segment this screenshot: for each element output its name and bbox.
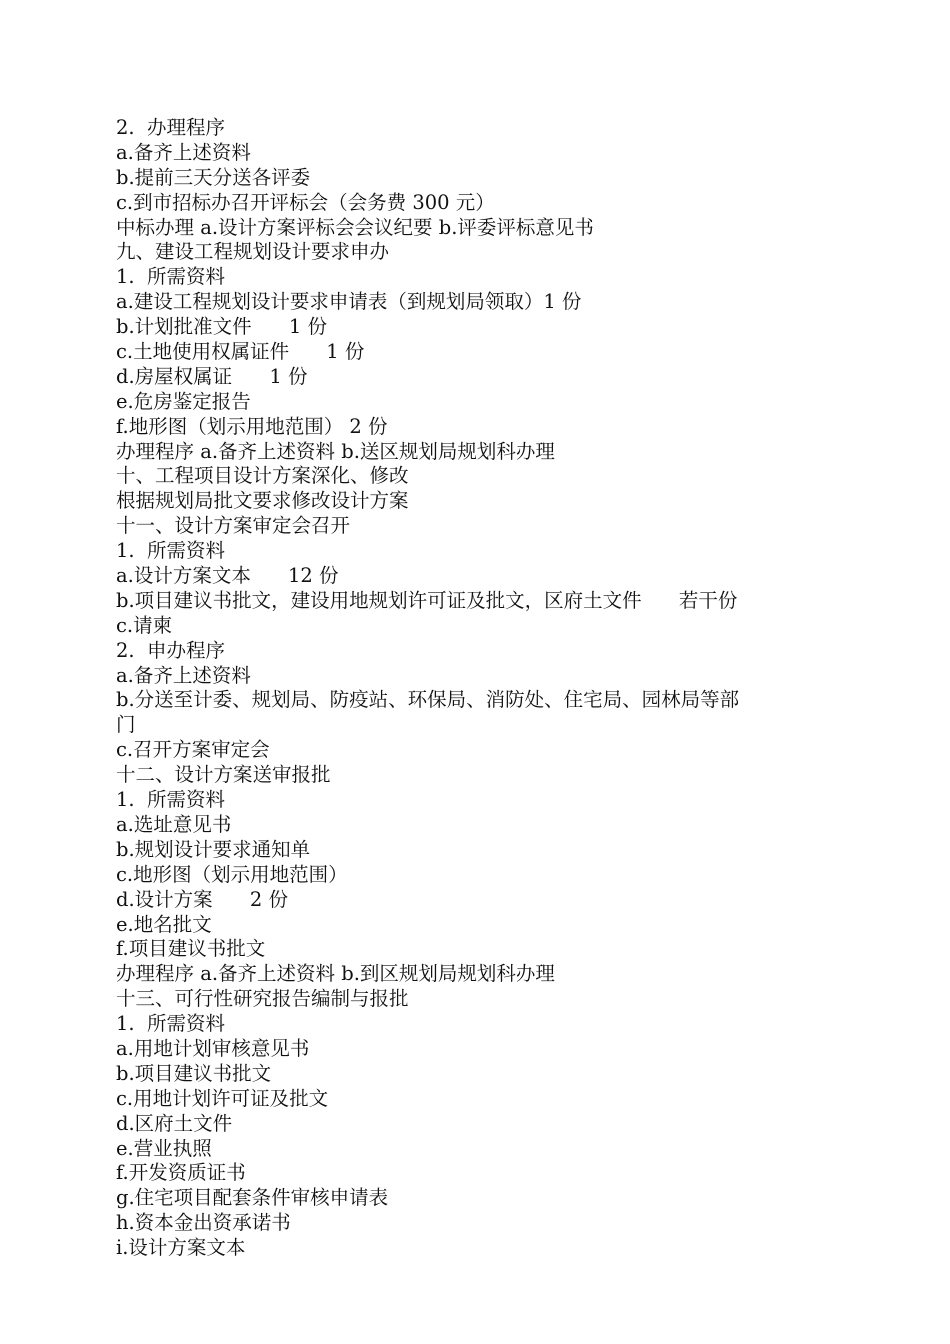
section-heading: 九、建设工程规划设计要求申办: [116, 240, 390, 264]
section-heading: 十三、可行性研究报告编制与报批: [116, 987, 409, 1011]
text-line: 根据规划局批文要求修改设计方案: [116, 489, 409, 513]
text-line: 1. 所需资料: [116, 788, 226, 812]
text-line: d.房屋权属证 1 份: [116, 364, 308, 388]
text-line: 办理程序 a.备齐上述资料 b.到区规划局规划科办理: [116, 962, 555, 986]
text-line: d.区府土文件: [116, 1111, 233, 1135]
text-line: h.资本金出资承诺书: [116, 1211, 291, 1235]
text-line: 1. 所需资料: [116, 1012, 226, 1036]
text-line: a.建设工程规划设计要求申请表（到规划局领取）1 份: [116, 290, 582, 314]
text-line: 办理程序 a.备齐上述资料 b.送区规划局规划科办理: [116, 439, 555, 463]
text-line: 门: [116, 713, 136, 737]
text-line: 中标办理 a.设计方案评标会会议纪要 b.评委评标意见书: [116, 215, 594, 239]
section-heading: 十、工程项目设计方案深化、修改: [116, 464, 409, 488]
text-line: e.营业执照: [116, 1136, 212, 1160]
text-line: a.用地计划审核意见书: [116, 1036, 310, 1060]
text-line: a.设计方案文本 12 份: [116, 564, 339, 588]
section-heading: 十一、设计方案审定会召开: [116, 514, 351, 538]
document-body: [116, 116, 876, 1261]
text-line: b.规划设计要求通知单: [116, 837, 311, 861]
text-line: g.住宅项目配套条件审核申请表: [116, 1186, 389, 1210]
text-line: 2. 办理程序: [116, 116, 226, 139]
text-line: c.召开方案审定会: [116, 738, 270, 762]
text-line: a.选址意见书: [116, 812, 232, 836]
text-line: c.请柬: [116, 613, 173, 637]
text-line: d.设计方案 2 份: [116, 887, 288, 911]
section-heading: 十二、设计方案送审报批: [116, 763, 331, 787]
text-line: a.备齐上述资料: [116, 140, 251, 164]
text-line: b.项目建议书批文: [116, 1061, 272, 1085]
text-line: c.地形图（划示用地范围）: [116, 862, 348, 886]
text-line: f.项目建议书批文: [116, 937, 266, 961]
text-line: f.开发资质证书: [116, 1161, 246, 1185]
text-line: c.到市招标办召开评标会（会务费 300 元）: [116, 190, 495, 214]
text-line: e.危房鉴定报告: [116, 389, 251, 413]
text-line: i.设计方案文本: [116, 1236, 246, 1260]
text-line: c.土地使用权属证件 1 份: [116, 340, 365, 364]
text-line: b.分送至计委、规划局、防疫站、环保局、消防处、住宅局、园林局等部: [116, 688, 740, 712]
text-line: 1. 所需资料: [116, 539, 226, 563]
text-line: c.用地计划许可证及批文: [116, 1086, 329, 1110]
text-line: f.地形图（划示用地范围） 2 份: [116, 414, 388, 438]
text-line: b.项目建议书批文，建设用地规划许可证及批文，区府土文件 若干份: [116, 588, 738, 612]
text-line: b.提前三天分送各评委: [116, 165, 311, 189]
text-line: a.备齐上述资料: [116, 663, 251, 687]
text-line: 2. 申办程序: [116, 638, 226, 662]
text-line: e.地名批文: [116, 912, 212, 936]
text-line: b.计划批准文件 1 份: [116, 315, 327, 339]
text-line: 1. 所需资料: [116, 265, 226, 289]
